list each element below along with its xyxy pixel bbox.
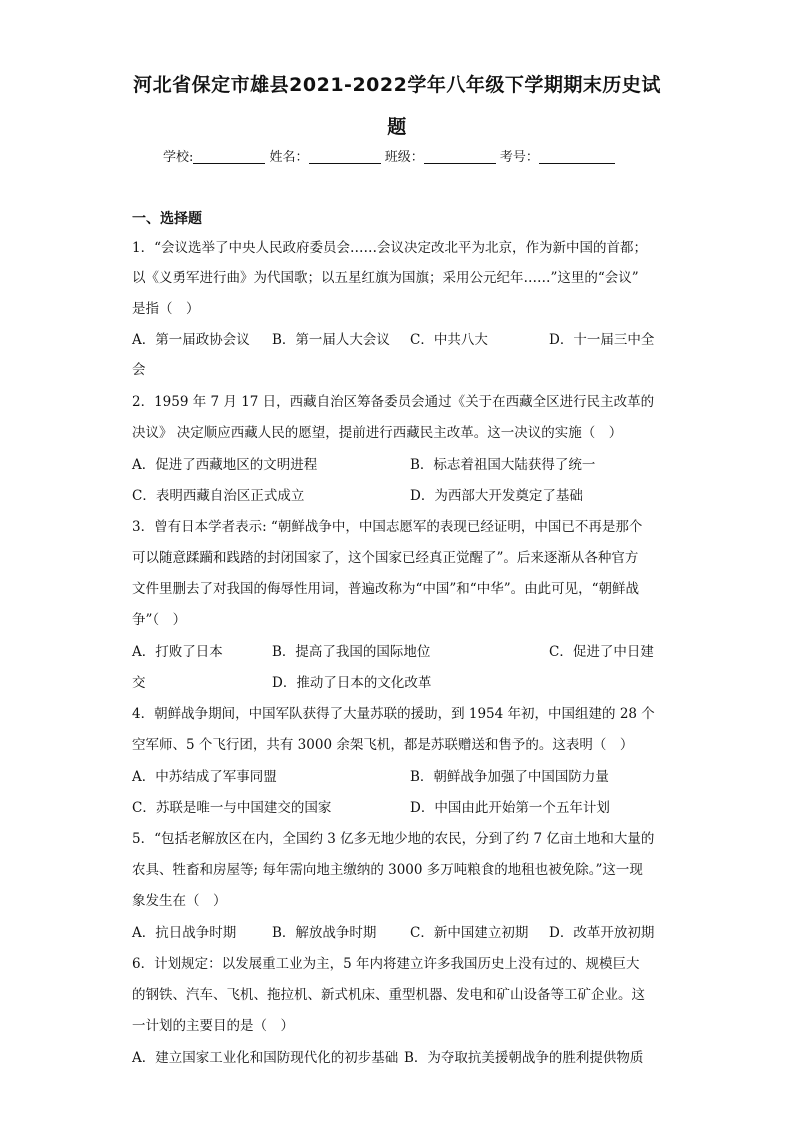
question-3-option-b: B．提高了我国的国际地位: [272, 644, 431, 660]
question-5-line: 5．“包括老解放区在内，全国约 3 亿多无地少地的农民，分到了约 7 亿亩土地和大量的: [132, 831, 655, 847]
question-1-option-a: A．第一届政协会议: [132, 332, 250, 348]
school-label: 学校:: [163, 150, 194, 165]
question-4-option-b: B．朝鲜战争加强了中国国防力量: [410, 769, 609, 785]
question-3-line: 3．曾有日本学者表示: “朝鲜战争中，中国志愿军的表现已经证明，中国已不再是那个: [132, 519, 643, 535]
question-2-line: 决议》 决定顺应西藏人民的愿望，提前进行西藏民主改革。这一决议的实施（ ）: [132, 425, 623, 441]
school-blank[interactable]: [193, 149, 265, 164]
question-3-option-c-wrap: 交: [132, 675, 146, 691]
question-6-line: 6．计划规定：以发展重工业为主，5 年内将建立许多我国历史上没有过的、规模巨大: [132, 956, 640, 972]
question-5-line: 农具、牲畜和房屋等; 每年需向地主缴纳的 3000 多万吨粮食的地租也被免除。”这一现: [132, 862, 643, 878]
question-1-line: 是指（ ）: [132, 301, 200, 317]
question-4-option-c: C．苏联是唯一与中国建交的国家: [132, 800, 332, 816]
question-4-line: 4．朝鲜战争期间，中国军队获得了大量苏联的援助，到 1954 年初，中国组建的 28 个: [132, 706, 655, 722]
page-title-line1: 河北省保定市雄县2021-2022学年八年级下学期期末历史试: [133, 74, 661, 96]
question-1-option-c: C．中共八大: [410, 332, 488, 348]
question-6-option-b: B．为夺取抗美援朝战争的胜利提供物质: [404, 1050, 644, 1066]
name-blank[interactable]: [309, 149, 381, 164]
question-3-line: 文件里删去了对我国的侮辱性用词，普遍改称为“中国”和“中华”。由此可见，“朝鲜战: [132, 581, 640, 597]
question-3-line: 争”（ ）: [132, 612, 187, 628]
number-blank[interactable]: [539, 149, 615, 164]
question-3-option-d: D．推动了日本的文化改革: [272, 675, 432, 691]
question-6-option-a: A．建立国家工业化和国防现代化的初步基础: [132, 1050, 399, 1066]
class-blank[interactable]: [424, 149, 496, 164]
question-5-option-d: D．改革开放初期: [549, 925, 655, 941]
question-4-option-a: A．中苏结成了军事同盟: [132, 769, 277, 785]
question-4-option-d: D．中国由此开始第一个五年计划: [410, 800, 610, 816]
question-5-option-c: C．新中国建立初期: [410, 925, 529, 941]
question-5-line: 象发生在（ ）: [132, 893, 227, 909]
question-6-line: 一计划的主要目的是（ ）: [132, 1018, 294, 1034]
question-3-option-c: C．促进了中日建: [549, 644, 654, 660]
question-2-option-d: D．为西部大开发奠定了基础: [410, 488, 583, 504]
question-3-option-a: A．打败了日本: [132, 644, 223, 660]
question-1-option-d: D．十一届三中全: [549, 332, 655, 348]
class-label: 班级：: [384, 150, 424, 165]
question-4-line: 空军师、5 个飞行团，共有 3000 余架飞机，都是苏联赠送和售予的。这表明（ ）: [132, 737, 634, 753]
question-1-line: 1．“会议选举了中央人民政府委员会……会议决定改北平为北京，作为新中国的首都；: [132, 240, 647, 256]
question-5-option-b: B．解放战争时期: [272, 925, 377, 941]
number-label: 考号：: [499, 150, 539, 165]
page-title-line2: 题: [387, 116, 407, 138]
student-info-row: [163, 146, 615, 165]
question-3-line: 可以随意蹂躏和践踏的封闭国家了，这个国家已经真正觉醒了”。后来逐渐从各种官方: [132, 550, 639, 566]
question-2-line: 2．1959 年 7 月 17 日，西藏自治区筹备委员会通过《关于在西藏全区进行民主改革的: [132, 394, 655, 410]
question-1-line: 以《义勇军进行曲》为代国歌；以五星红旗为国旗；采用公元纪年……”这里的“会议”: [132, 270, 639, 286]
section-title: 一、选择题: [132, 211, 202, 227]
question-6-line: 的钢铁、汽车、飞机、拖拉机、新式机床、重型机器、发电和矿山设备等工矿企业。这: [132, 987, 645, 1003]
question-1-option-d-wrap: 会: [132, 362, 146, 378]
question-2-option-c: C．表明西藏自治区正式成立: [132, 488, 305, 504]
question-1-option-b: B．第一届人大会议: [272, 332, 390, 348]
question-5-option-a: A．抗日战争时期: [132, 925, 237, 941]
question-2-option-b: B．标志着祖国大陆获得了统一: [410, 457, 596, 473]
name-label: 姓名：: [269, 150, 309, 165]
question-2-option-a: A．促进了西藏地区的文明进程: [132, 457, 318, 473]
